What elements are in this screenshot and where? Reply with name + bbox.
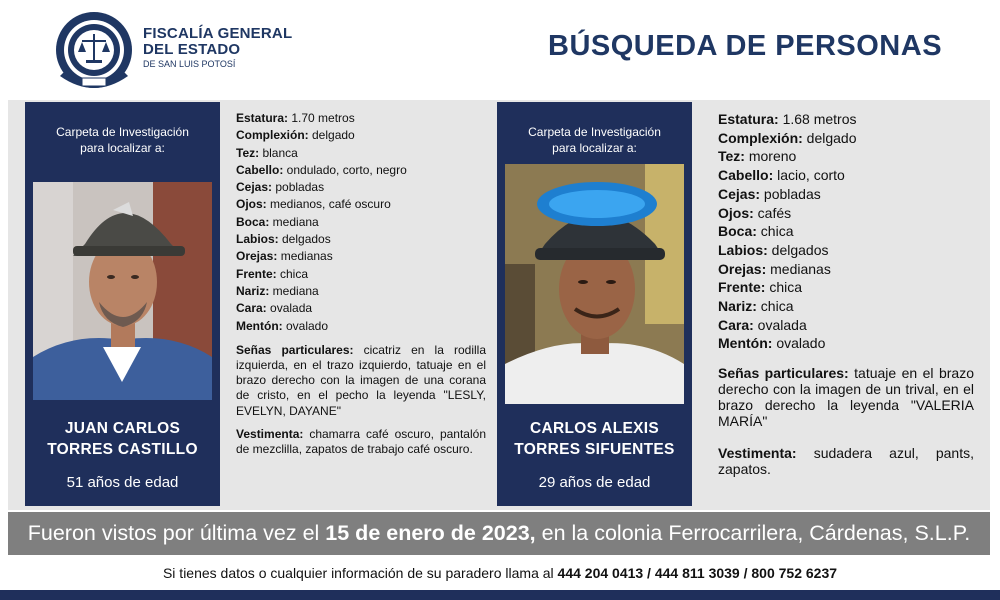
feature-row <box>236 110 486 127</box>
feature-key: Cejas: <box>718 185 761 202</box>
feature-value: pobladas <box>760 185 821 202</box>
feature-key: Complexión: <box>236 128 309 143</box>
senas-label: Señas particulares: <box>236 342 354 357</box>
feature-key: Nariz: <box>718 298 757 315</box>
person-age: 51 años de edad <box>66 474 179 491</box>
feature-key: Cara: <box>718 316 754 333</box>
feature-value: moreno <box>744 148 797 165</box>
feature-row <box>718 110 974 129</box>
feature-row <box>718 260 974 279</box>
carpeta-label <box>497 124 692 156</box>
feature-key: Labios: <box>718 241 768 258</box>
fiscalia-seal-logo <box>52 10 136 94</box>
person-age: 29 años de edad <box>538 474 651 491</box>
contact-line <box>0 565 1000 581</box>
feature-value: medianas <box>277 249 333 264</box>
feature-row <box>718 185 974 204</box>
person-1-details <box>236 110 486 457</box>
person-2-photo <box>505 164 684 404</box>
page-title: BÚSQUEDA DE PERSONAS <box>548 30 943 62</box>
feature-value: medianas <box>766 260 831 277</box>
feature-row <box>718 278 974 297</box>
feature-row <box>718 241 974 260</box>
feature-row <box>718 147 974 166</box>
feature-row <box>236 318 486 335</box>
name-line-2: TORRES CASTILLO <box>47 441 198 458</box>
feature-value: mediana <box>269 283 319 298</box>
feature-row <box>236 231 486 248</box>
feature-value: ovalada <box>753 316 807 333</box>
feature-key: Tez: <box>236 145 260 160</box>
vestimenta <box>718 445 974 477</box>
feature-value: delgado <box>308 128 355 143</box>
feature-row <box>236 214 486 231</box>
name-line-1: CARLOS ALEXIS <box>529 420 660 437</box>
feature-key: Orejas: <box>236 249 278 264</box>
feature-row <box>718 129 974 148</box>
name-line-2: TORRES SIFUENTES <box>514 441 675 458</box>
feature-key: Mentón: <box>236 318 283 333</box>
feature-value: delgados <box>767 241 829 258</box>
feature-row <box>236 283 486 300</box>
feature-key: Cara: <box>236 301 267 316</box>
feature-key: Cabello: <box>718 167 774 184</box>
feature-value: 1.68 metros <box>778 111 857 127</box>
person-2-details <box>718 110 974 477</box>
feature-value: ovalado <box>772 335 826 352</box>
feature-value: lacio, corto <box>773 167 845 184</box>
feature-row <box>718 316 974 335</box>
senas-label: Señas particulares: <box>718 365 849 382</box>
vestimenta-text: chamarra café oscuro, pantalón de mezclilla, zapatos de trabajo café oscuro. <box>236 426 486 457</box>
feature-value: ovalado <box>282 318 329 333</box>
vestimenta-label: Vestimenta: <box>236 426 304 441</box>
feature-value: delgados <box>278 232 331 247</box>
feature-key: Ojos: <box>236 197 267 212</box>
carpeta-label <box>25 124 220 156</box>
org-line-3: DE SAN LUIS POTOSÍ <box>143 59 236 69</box>
person-name <box>25 418 220 460</box>
feature-key: Nariz: <box>236 283 270 298</box>
carpeta-line-1: Carpeta de Investigación <box>528 125 661 139</box>
senas-text: tatuaje en el brazo derecho con la imagen de un trival, en el brazo derecho la leyenda "VALERIA MARÍA" <box>718 365 974 430</box>
feature-value: chica <box>276 266 309 281</box>
contact-text: Si tienes datos o cualquier información de su paradero llama al <box>162 565 558 581</box>
carpeta-line-1: Carpeta de Investigación <box>56 125 189 139</box>
senas-text: cicatriz en la rodilla izquierda, en el trazo izquierdo, tatuaje en el brazo derecho con la imagen de una corana de cristo, en el pecho la leyenda "LESLY, EVELYN, DAYANE" <box>236 342 486 418</box>
feature-value: medianos, café oscuro <box>266 197 391 212</box>
last-seen-banner <box>8 512 990 555</box>
vestimenta <box>236 427 486 457</box>
senas-particulares <box>236 343 486 419</box>
feature-key: Boca: <box>718 223 757 240</box>
name-line-1: JUAN CARLOS <box>64 420 181 437</box>
feature-value: delgado <box>802 129 857 146</box>
feature-value: ondulado, corto, negro <box>283 162 407 177</box>
carpeta-line-2: para localizar a: <box>80 141 165 155</box>
feature-row <box>236 162 486 179</box>
org-line-1: FISCALÍA GENERAL <box>143 25 293 42</box>
feature-row <box>718 297 974 316</box>
feature-row <box>718 166 974 185</box>
feature-key: Cabello: <box>236 162 284 177</box>
contact-phones: 444 204 0413 / 444 811 3039 / 800 752 6237 <box>557 565 838 581</box>
feature-key: Estatura: <box>236 111 289 125</box>
features-list <box>718 110 974 353</box>
feature-row <box>236 248 486 265</box>
feature-key: Boca: <box>236 214 270 229</box>
feature-row <box>236 196 486 213</box>
feature-value: ovalada <box>266 301 313 316</box>
banner-suffix: en la colonia Ferrocarrilera, Cárdenas, S.L.P. <box>535 521 971 545</box>
banner-prefix: Fueron vistos por última vez el <box>27 521 326 545</box>
feature-row <box>718 334 974 353</box>
feature-key: Frente: <box>236 266 277 281</box>
feature-key: Frente: <box>718 279 766 296</box>
feature-row <box>236 266 486 283</box>
banner-date: 15 de enero de 2023, <box>325 521 536 545</box>
org-line-2: DEL ESTADO <box>143 41 241 58</box>
carpeta-line-2: para localizar a: <box>552 141 637 155</box>
person-1-panel <box>25 102 220 506</box>
feature-row <box>236 300 486 317</box>
bottom-bar <box>0 590 1000 600</box>
senas-particulares <box>718 365 974 429</box>
feature-value: cafés <box>753 204 792 221</box>
header <box>0 0 1000 100</box>
person-name <box>497 418 692 460</box>
feature-row <box>718 222 974 241</box>
feature-value: chica <box>756 223 794 240</box>
feature-row <box>236 145 486 162</box>
feature-key: Labios: <box>236 232 279 247</box>
feature-value: chica <box>756 298 794 315</box>
feature-value: 1.70 metros <box>288 111 355 125</box>
feature-value: pobladas <box>272 180 325 195</box>
feature-key: Cejas: <box>236 180 273 195</box>
features-list <box>236 110 486 335</box>
person-1-photo <box>33 182 212 400</box>
feature-row <box>236 179 486 196</box>
feature-key: Mentón: <box>718 335 773 352</box>
feature-key: Orejas: <box>718 260 767 277</box>
vestimenta-label: Vestimenta: <box>718 445 797 462</box>
feature-key: Estatura: <box>718 111 779 127</box>
person-2-panel <box>497 102 692 506</box>
feature-key: Complexión: <box>718 129 803 146</box>
feature-value: blanca <box>259 145 298 160</box>
org-name <box>143 26 292 70</box>
feature-value: chica <box>765 279 803 296</box>
feature-row <box>236 127 486 144</box>
vestimenta-text: sudadera azul, pants, zapatos. <box>718 445 974 478</box>
feature-value: mediana <box>269 214 319 229</box>
feature-key: Tez: <box>718 148 745 165</box>
feature-key: Ojos: <box>718 204 754 221</box>
feature-row <box>718 204 974 223</box>
